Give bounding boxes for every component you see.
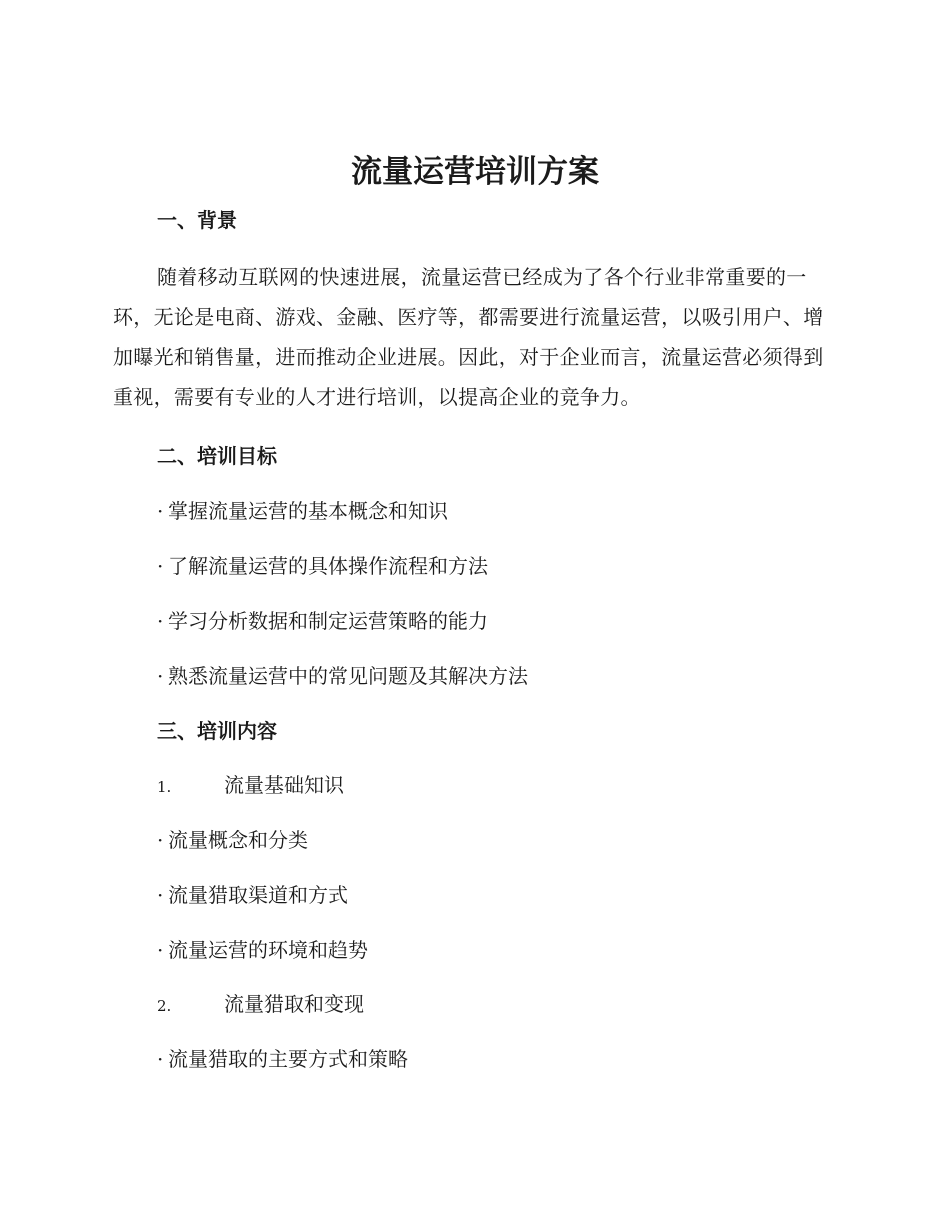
goal-bullet [157,606,488,636]
background-paragraph: 随着移动互联网的快速进展，流量运营已经成为了各个行业非常重要的一环，无论是电商、游戏、金融、医疗等，都需要进行流量运营，以吸引用户、增加曝光和销售量，进而推动企业进展。因此，对于企业而言，流量运营必须得到重视，需要有专业的人才进行培训，以提高企业的竞争力。 [113,265,824,409]
content-bullet-text: 流量猎取渠道和方式 [168,883,348,907]
bullet-marker: · [157,609,164,633]
item-number: 2. [157,997,172,1015]
content-bullet [157,935,368,965]
goal-bullet-text: 熟悉流量运营中的常见问题及其解决方法 [168,664,528,688]
goal-bullet [157,661,528,691]
goal-bullet-text: 掌握流量运营的基本概念和知识 [168,499,448,523]
document-title: 流量运营培训方案 [351,154,599,190]
content-bullet-text: 流量运营的环境和趋势 [168,938,368,962]
bullet-marker: · [157,883,164,907]
content-bullet [157,880,348,910]
bullet-marker: · [157,938,164,962]
item-label: 流量基础知识 [224,773,344,797]
goal-bullet-text: 了解流量运营的具体操作流程和方法 [168,554,488,578]
content-bullet [157,1044,408,1074]
item-label: 流量猎取和变现 [224,992,364,1016]
numbered-item [157,989,364,1021]
bullet-marker: · [157,554,164,578]
goal-bullet-text: 学习分析数据和制定运营策略的能力 [168,609,488,633]
content-bullet-text: 流量概念和分类 [168,828,308,852]
section-heading-background: 一、背景 [157,208,237,232]
bullet-marker: · [157,499,164,523]
content-bullet [157,825,308,855]
bullet-marker: · [157,828,164,852]
content-bullet-text: 流量猎取的主要方式和策略 [168,1047,408,1071]
item-number: 1. [157,778,172,796]
section-heading-content: 三、培训内容 [157,719,277,743]
numbered-item [157,770,344,802]
goal-bullet [157,496,448,526]
section-heading-goals: 二、培训目标 [157,444,277,468]
bullet-marker: · [157,664,164,688]
goal-bullet [157,551,488,581]
bullet-marker: · [157,1047,164,1071]
